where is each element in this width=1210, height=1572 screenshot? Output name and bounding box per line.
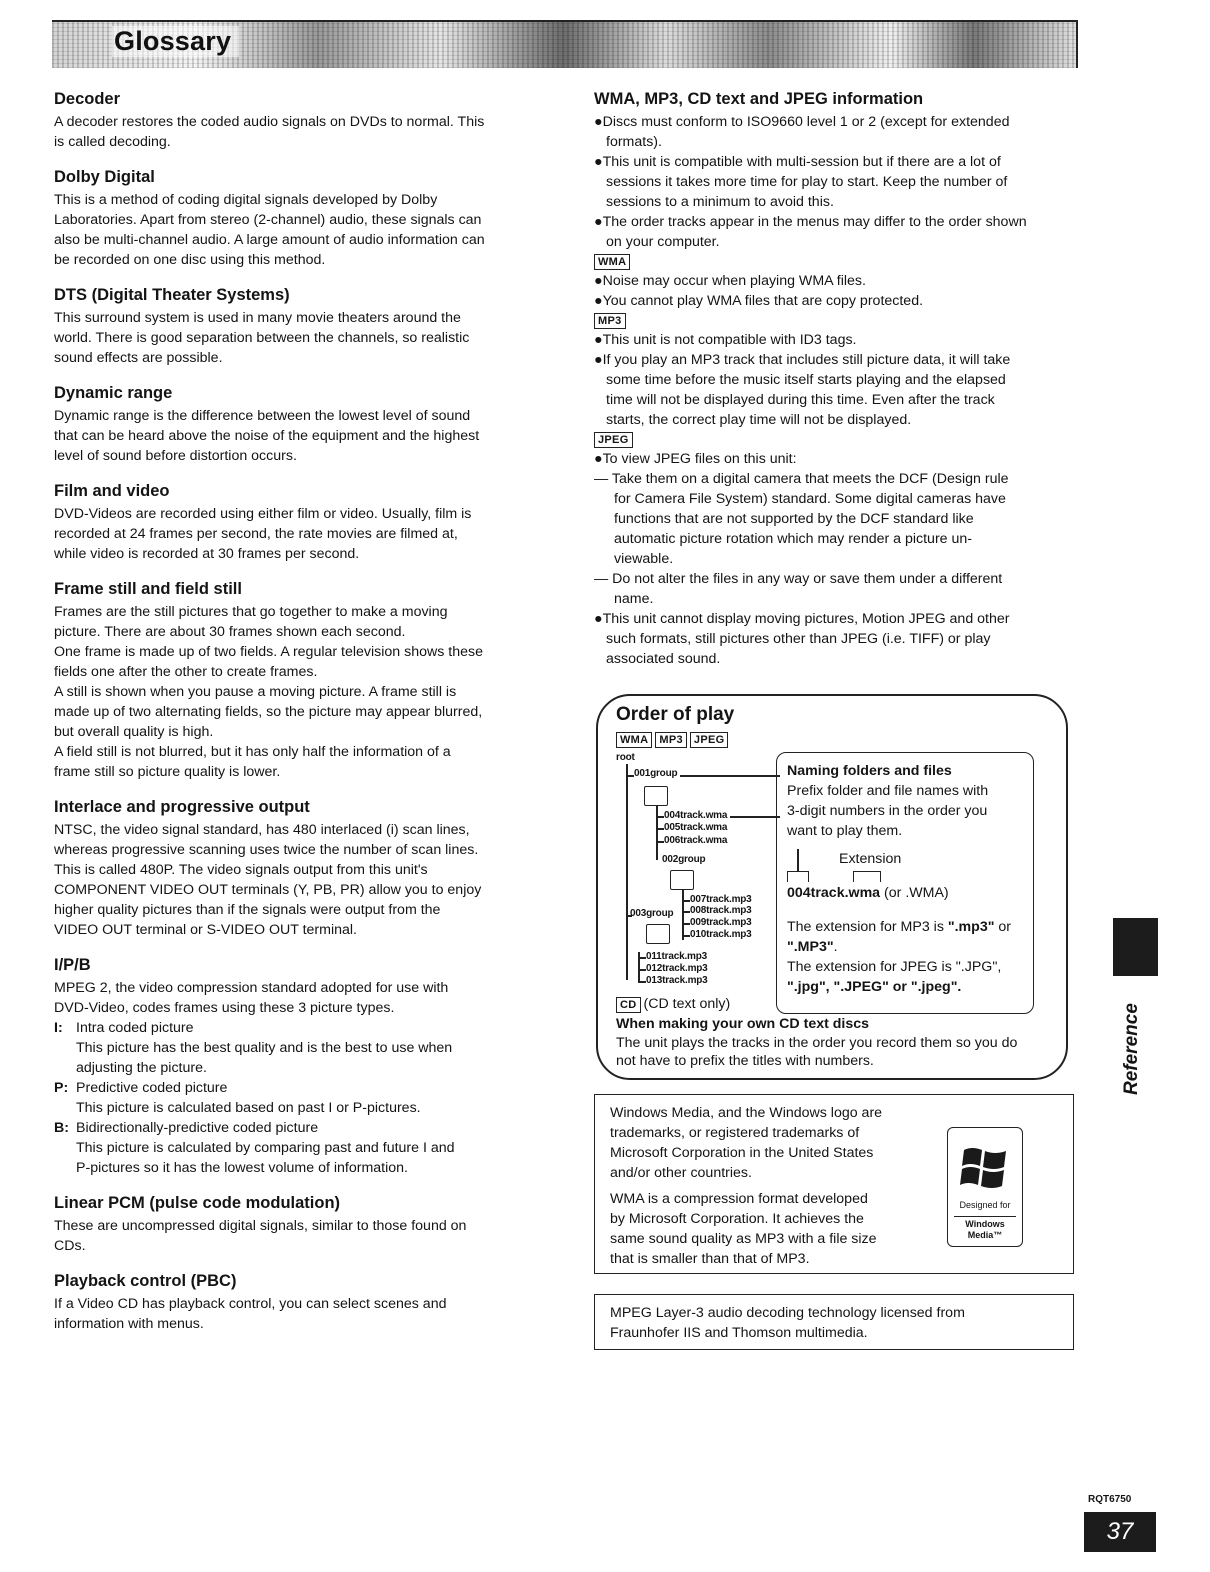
cd-text-heading: When making your own CD text discs [616,1016,870,1032]
text-line: that can be heard above the noise of the equipment and the highest [54,428,480,444]
text-line: Noise may occur when playing WMA files. [602,273,866,289]
bullet-item: ●This unit cannot display moving pictures, Motion JPEG and other such formats, still pictures other than JPEG (i.e. TIFF) or play associated sound. [594,611,1010,667]
text-line: level of sound before distortion occurs. [54,448,297,464]
picture-type-label: B: [54,1120,69,1136]
picture-type-name: Intra coded picture [76,1020,194,1036]
term-text [54,406,544,466]
section-title: WMA, MP3, CD text and JPEG information [594,90,924,108]
picture-type-name: Bidirectionally-predictive coded picture [76,1120,319,1136]
tree-track: 007track.mp3 [690,894,752,905]
order-format-tags [616,730,731,749]
bullet-item: ●This unit is compatible with multi-session but if there are a lot of sessions it takes more time for play to start. Keep the number of sessions to a minimum to avoid this. [594,154,1008,210]
picture-type-p [54,1078,544,1118]
term-title: DTS (Digital Theater Systems) [54,286,290,304]
text-line: This unit is compatible with multi-session but if there are a lot of [602,154,1001,170]
tree-line [638,969,646,971]
text-line: fields one after the other to create frames. [54,664,318,680]
logo-designed-for: Designed for [959,1200,1011,1210]
term-text [54,308,544,368]
text-line: automatic picture rotation which may render a picture un- [614,531,973,547]
reference-side-label: Reference [1121,1003,1142,1095]
term-text [54,602,544,782]
text-line: This is a method of coding digital signals developed by Dolby [54,192,438,208]
windows-flag-icon [960,1142,1008,1192]
text-line: Laboratories. Apart from stereo (2-channel) audio, these signals can [54,212,482,228]
glossary-term [54,88,544,152]
folder-icon [670,870,694,890]
tree-line [682,935,690,937]
text-line: while video is recorded at 30 frames per second. [54,546,360,562]
tree-track: 010track.mp3 [690,929,752,940]
wma-bullets [594,271,1080,311]
term-title: Film and video [54,482,170,500]
callout-line [680,775,780,777]
glossary-term [54,284,544,368]
general-bullets [594,112,1080,252]
glossary-term [54,166,544,270]
text-line: adjusting the picture. [76,1060,207,1076]
callout-line [730,816,780,818]
tree-line [638,981,646,983]
text-line: COMPONENT VIDEO OUT terminals (Y, PB, PR) allow you to enjoy [54,882,482,898]
tree-line [682,900,690,902]
text-line: frame still so picture quality is lower. [54,764,281,780]
tree-track: 005track.wma [664,822,728,833]
picture-type-label: I: [54,1020,63,1036]
term-text [54,1294,544,1334]
text-line: Do not alter the files in any way or save them under a different [612,571,1003,587]
text-line: Prefix folder and file names with [787,783,989,799]
glossary-term [54,578,544,782]
text-line: higher quality pictures than if the signals were output from the [54,902,441,918]
term-title: Dynamic range [54,384,173,402]
text-line: time will not be displayed during this time. Even after the track [606,392,995,408]
logo-windows-media: Windows Media™ [954,1216,1016,1242]
dash-item: — Take them on a digital camera that meets the DCF (Design rule for Camera File System) standard. Some digital cameras have functions that are not supported by the DCF standard like automatic picture rotation which may render a picture un- viewable. [594,471,1009,567]
text-line: DVD-Video, codes frames using these 3 picture types. [54,1000,395,1016]
text-line: some time before the music itself starts playing and the elapsed [606,372,1006,388]
windows-media-logo [947,1127,1023,1247]
term-title: Playback control (PBC) [54,1272,237,1290]
text-line: on your computer. [606,234,720,250]
format-tag-wma: WMA [616,732,652,748]
text-line: MPEG 2, the video compression standard adopted for use with [54,980,449,996]
text-line: be recorded on one disc using this method. [54,252,326,268]
text-line: associated sound. [606,651,721,667]
text-line: This is called 480P. The video signals output from this unit's [54,862,428,878]
term-title: Frame still and field still [54,580,242,598]
document-code: RQT6750 [1088,1494,1132,1505]
wma-format-text: WMA is a compression format developed by Microsoft Corporation. It achieves the same sound quality as MP3 with a file size that is smaller than that of MP3. [610,1191,877,1267]
picture-type-name: Predictive coded picture [76,1080,228,1096]
glossary-term [54,1270,544,1334]
right-column [594,88,1080,669]
order-title: Order of play [616,704,735,725]
term-text [54,190,544,270]
text-line: Discs must conform to ISO9660 level 1 or 2 (except for extended [602,114,1010,130]
naming-title: Naming folders and files [787,763,952,779]
text-line: CDs. [54,1238,86,1254]
cd-text-only-note: CD (CD text only) [616,996,730,1014]
format-tag-cd: CD [616,997,641,1013]
folder-icon [644,786,668,806]
term-ipb [54,954,544,1178]
text-line: whereas progressive scanning uses twice the number of scan lines. [54,842,479,858]
ext-value: ".MP3" [787,939,834,955]
format-tag-jpeg: JPEG [594,432,633,448]
tree-line [656,828,664,830]
text-line: This picture has the best quality and is the best to use when [76,1040,453,1056]
bullet-item: ●To view JPEG files on this unit: [594,451,797,467]
text-line: These are uncompressed digital signals, similar to those found on [54,1218,467,1234]
term-title: Dolby Digital [54,168,155,186]
text-line: This picture is calculated based on past I or P-pictures. [76,1100,421,1116]
folder-tree-diagram [616,752,786,1002]
example-alt: (or .WMA) [884,885,949,901]
tree-track: 013track.mp3 [646,975,708,986]
glossary-term [54,382,544,466]
text-line: formats). [606,134,662,150]
text-line: for Camera File System) standard. Some digital cameras have [614,491,1006,507]
term-title: I/P/B [54,956,91,974]
tree-line [656,806,658,842]
text-line: This unit cannot display moving pictures, Motion JPEG and other [602,611,1010,627]
tree-track: 009track.mp3 [690,917,752,928]
text-line: You cannot play WMA files that are copy protected. [602,293,924,309]
bullet-item: ●Discs must conform to ISO9660 level 1 or 2 (except for extended formats). [594,114,1010,150]
text-line: A still is shown when you pause a moving picture. A frame still is [54,684,457,700]
text-line: sessions it takes more time for play to start. Keep the number of [606,174,1008,190]
term-title: Linear PCM (pulse code modulation) [54,1194,341,1212]
tree-line [682,923,690,925]
text-line: such formats, still pictures other than JPEG (i.e. TIFF) or play [606,631,991,647]
text-line: This picture is calculated by comparing past and future I and [76,1140,455,1156]
tree-line [656,842,658,860]
mp3-extension-note: The extension for MP3 is ".mp3" or ".MP3". [787,919,1012,955]
tree-line [626,764,628,980]
text-line: This surround system is used in many movie theaters around the [54,310,461,326]
jpeg-extension-note: The extension for JPEG is ".JPG", ".jpg", ".JPEG" or ".jpeg". [787,959,1002,995]
text-line: VIDEO OUT terminal or S-VIDEO OUT terminal. [54,922,357,938]
format-tag-jpeg: JPEG [690,732,729,748]
text-line: sessions to a minimum to avoid this. [606,194,834,210]
term-text [54,820,544,940]
format-tag-mp3: MP3 [655,732,687,748]
term-text [54,1216,544,1256]
glossary-banner [52,20,1078,68]
page-title: Glossary [112,26,239,57]
term-title: Decoder [54,90,121,108]
format-tag-wma: WMA [594,254,630,270]
glossary-term [54,1192,544,1256]
text-line: NTSC, the video signal standard, has 480 interlaced (i) scan lines, [54,822,470,838]
text-line: world. There is good separation between the channels, so realistic [54,330,470,346]
term-text [54,504,544,564]
text-line: One frame is made up of two fields. A regular television shows these [54,644,483,660]
glossary-terms-after [54,1192,544,1334]
mp3-bullets [594,330,1080,430]
reference-tab-marker [1113,918,1158,976]
text-line: want to play them. [787,823,903,839]
text-line: viewable. [614,551,674,567]
page-number: 37 [1084,1512,1156,1552]
text-line: Frames are the still pictures that go together to make a moving [54,604,448,620]
text-line: functions that are not supported by the DCF standard like [614,511,974,527]
text-line: information with menus. [54,1316,204,1332]
text-line: If a Video CD has playback control, you can select scenes and [54,1296,447,1312]
tree-line [682,911,690,913]
tree-track: 004track.wma [664,810,728,821]
text-line: A decoder restores the coded audio signals on DVDs to normal. This [54,114,485,130]
text-line: but overall quality is high. [54,724,214,740]
dash-item: — Do not alter the files in any way or save them under a different name. [594,571,1003,607]
text-line: sound effects are possible. [54,350,223,366]
tree-line [626,775,634,777]
text-line: DVD-Videos are recorded using either film or video. Usually, film is [54,506,472,522]
text-line: The order tracks appear in the menus may differ to the order shown [602,214,1027,230]
text-line: made up of two alternating fields, so the picture may appear blurred, [54,704,483,720]
bullet-item: ●The order tracks appear in the menus may differ to the order shown on your computer. [594,214,1027,250]
tree-track: 008track.mp3 [690,905,752,916]
tree-track: 006track.wma [664,835,728,846]
text-line: Dynamic range is the difference between the lowest level of sound [54,408,471,424]
cd-text-description: The unit plays the tracks in the order you record them so you do not have to prefix the titles with numbers. [616,1035,1018,1069]
text-line: To view JPEG files on this unit: [602,451,797,467]
bullet-item: ●Noise may occur when playing WMA files. [594,273,866,289]
picture-type-i [54,1018,544,1078]
order-of-play-box [596,694,1068,1080]
text-line: This unit is not compatible with ID3 tags. [602,332,857,348]
text-line: Take them on a digital camera that meets the DCF (Design rule [611,471,1009,487]
mpeg-license-notice: MPEG Layer-3 audio decoding technology licensed from Fraunhofer IIS and Thomson multimedia. [594,1294,1074,1350]
ext-value: ".mp3" [947,919,995,935]
text-line: If you play an MP3 track that includes still picture data, it will take [602,352,1011,368]
text-line: 3-digit numbers in the order you [787,803,988,819]
example-filename: 004track.wma (or .WMA) [787,885,949,901]
tree-line [682,890,684,940]
text-line: recorded at 24 frames per second, the rate movies are filmed at, [54,526,458,542]
glossary-term [54,796,544,940]
tree-root: root [616,752,635,763]
tree-line [656,816,664,818]
jpeg-dashes [594,469,1080,609]
folder-icon [646,924,670,944]
term-text [54,112,544,152]
term-title: Interlace and progressive output [54,798,310,816]
pointer-line [797,849,799,871]
picture-type-label: P: [54,1080,69,1096]
extension-label: Extension [839,851,902,867]
text-line: starts, the correct play time will not be displayed. [606,412,912,428]
term-text [54,978,544,1018]
format-tag-mp3: MP3 [594,313,626,329]
trademark-text: Windows Media, and the Windows logo are trademarks, or registered trademarks of Microsoft Corporation in the United States and/or other countries. [610,1105,883,1181]
tree-track: 011track.mp3 [646,951,707,962]
glossary-term [54,480,544,564]
tree-group-2: 002group [662,854,706,865]
text-line: P-pictures so it has the lowest volume of information. [76,1160,408,1176]
tree-group-1: 001group [634,768,678,779]
glossary-terms [54,88,544,940]
bracket-prefix [787,871,809,882]
tree-track: 012track.mp3 [646,963,708,974]
left-column [54,88,544,1348]
text-line: A field still is not blurred, but it has only half the information of a [54,744,451,760]
text-line: name. [614,591,654,607]
bullet-item: ●You cannot play WMA files that are copy protected. [594,293,924,309]
naming-callout [776,752,1034,1014]
bullet-item: ●This unit is not compatible with ID3 tags. [594,332,857,348]
windows-media-notice [594,1094,1074,1274]
text-line: also be multi-channel audio. A large amount of audio information can [54,232,485,248]
bullet-item: ●If you play an MP3 track that includes still picture data, it will take some time before the music itself starts playing and the elapsed time will not be displayed during this time. Even after the track starts, the correct play time will not be displayed. [594,352,1011,428]
picture-type-b [54,1118,544,1178]
tree-group-3: 003group [630,908,674,919]
text-line: is called decoding. [54,134,171,150]
tree-line [638,957,646,959]
bracket-extension [853,871,881,882]
text-line: picture. There are about 30 frames shown each second. [54,624,406,640]
